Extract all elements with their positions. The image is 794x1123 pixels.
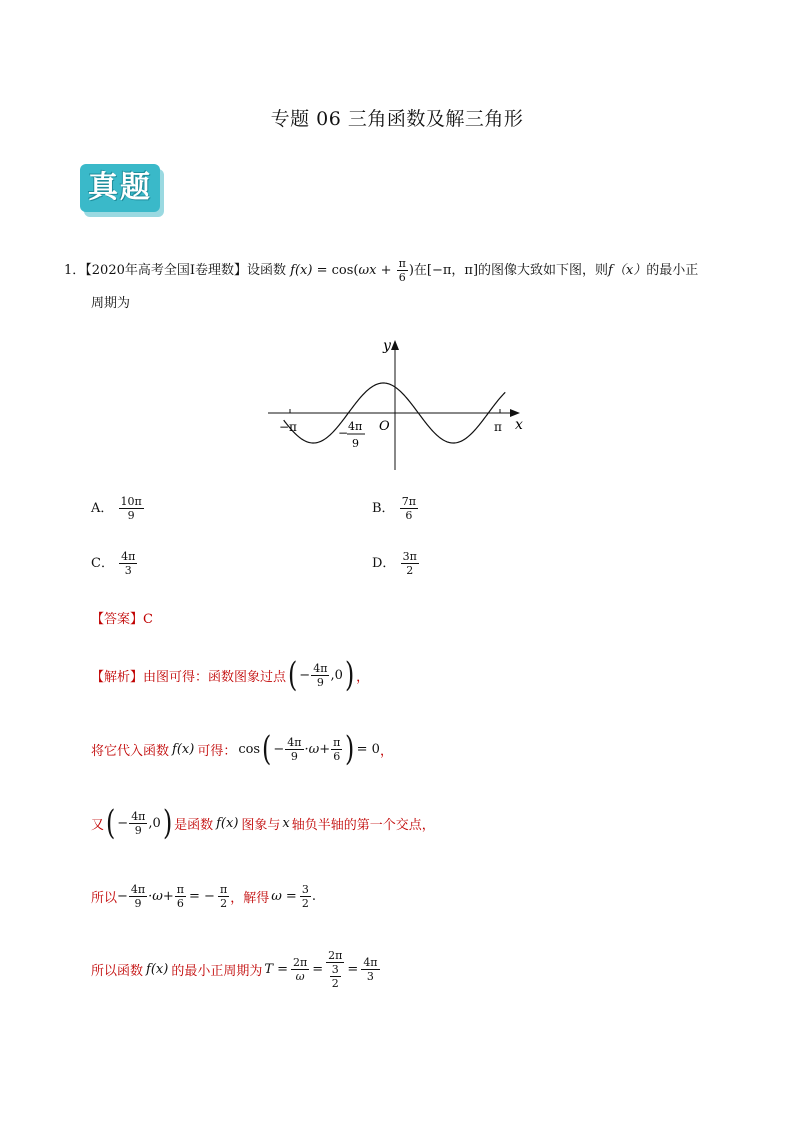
analysis-text: 又 — [91, 817, 105, 833]
frac-den: 6 — [405, 509, 413, 522]
function-fx-2: f（x） — [608, 263, 647, 278]
math-text: ,0 — [330, 667, 343, 683]
cos-expr: = cos( — [316, 263, 359, 278]
inner-fraction — [330, 964, 341, 989]
analysis-text: 由图可得：函数图象过点 — [143, 669, 287, 685]
math-minus: − — [117, 815, 129, 831]
function-fx: f(x) — [216, 815, 239, 831]
punctuation: ， — [379, 743, 393, 759]
math-fraction — [311, 663, 329, 688]
frac-num: 3π — [402, 550, 417, 563]
frac-num: 4π — [130, 883, 146, 896]
frac-den: 6 — [398, 271, 406, 284]
math-text: = 0 — [356, 741, 380, 757]
analysis-text: 将它代入函数 — [91, 743, 170, 759]
x-axis-arrow — [510, 409, 520, 417]
left-paren: ( — [106, 803, 116, 843]
math-equals: = — [312, 962, 324, 977]
frac-num: 7π — [401, 495, 416, 508]
right-paren: ) — [345, 729, 355, 769]
origin-label: O — [379, 419, 390, 434]
frac-num: π — [398, 257, 406, 270]
frac-den: 9 — [316, 675, 324, 689]
zhenti-badge — [80, 164, 166, 218]
analysis-text: 是函数 — [174, 817, 214, 833]
math-fraction — [129, 811, 147, 836]
frac-num: π — [219, 883, 228, 896]
option-letter: C． — [91, 556, 114, 571]
analysis-text: 图象与 — [241, 817, 281, 833]
option-letter: A． — [91, 501, 114, 516]
frac-den: 6 — [333, 749, 341, 763]
punctuation: ， — [356, 669, 370, 685]
frac-num: 10π — [120, 495, 142, 508]
frac-num: 4π — [131, 809, 146, 823]
frac-den: 2 — [406, 564, 414, 577]
math-text: = − — [189, 889, 215, 904]
math-text: ω = — [271, 889, 297, 904]
root-den: 9 — [352, 437, 359, 450]
frac-num: 4π — [313, 661, 328, 675]
root-minus: − — [338, 426, 349, 440]
math-fraction — [331, 737, 342, 762]
analysis-text: 所以函数 — [91, 964, 144, 979]
frac-num: 2π — [293, 956, 308, 969]
left-paren: ( — [262, 729, 272, 769]
frac-num: 4π — [287, 735, 302, 749]
function-fx: f(x) — [290, 263, 313, 278]
analysis-text: 所以 — [91, 891, 118, 906]
frac-den: 2 — [301, 897, 309, 910]
frac-den: 6 — [176, 897, 184, 910]
frac-num: π — [176, 883, 185, 896]
frac-num: 3 — [331, 963, 339, 976]
math-fraction — [129, 884, 147, 909]
stem-text-d: 周期为 — [91, 296, 131, 311]
frac-den: 9 — [127, 509, 135, 522]
cosine-graph — [262, 330, 532, 475]
option-b[interactable] — [372, 496, 419, 521]
frac-den: 9 — [290, 749, 298, 763]
option-a[interactable] — [91, 496, 145, 521]
root-num: 4π — [348, 420, 363, 433]
math-compound-fraction — [326, 950, 344, 989]
analysis-line-3 — [91, 803, 435, 843]
punctuation: . — [311, 889, 316, 904]
analysis-line-2 — [91, 729, 393, 769]
stem-text-c: 的最小正 — [646, 263, 699, 278]
frac-num: π — [333, 735, 341, 749]
analysis-text: 的最小正周期为 — [171, 964, 263, 979]
question-stem — [64, 258, 698, 283]
math-fraction — [175, 884, 186, 909]
option-value — [119, 496, 144, 521]
option-value — [400, 496, 418, 521]
function-fx: f(x) — [172, 741, 195, 757]
frac-num: 4π — [121, 550, 136, 563]
option-letter: D． — [372, 556, 396, 571]
math-text: ·ω+ — [148, 889, 174, 904]
y-axis-label: y — [383, 338, 391, 354]
option-value — [401, 551, 419, 576]
frac-num: 3 — [301, 883, 309, 896]
frac-den: 9 — [134, 823, 142, 837]
math-minus: − — [299, 667, 311, 683]
neg-pi-label: −π — [279, 420, 297, 434]
frac-num: 4π — [363, 956, 378, 969]
frac-den: ω — [295, 970, 305, 983]
math-text: ·ω+ — [304, 741, 331, 757]
math-minus: − — [117, 889, 128, 904]
analysis-line-4 — [91, 884, 316, 909]
stem-text-a: 设函数 — [247, 263, 287, 278]
frac-den — [326, 963, 344, 989]
frac-den: 3 — [124, 564, 132, 577]
option-d[interactable] — [372, 551, 420, 576]
right-paren: ) — [344, 655, 355, 695]
frac-den: 2 — [331, 977, 339, 990]
stem-text-b: 在[−π，π]的图像大致如下图，则 — [413, 263, 609, 278]
pi-label: π — [494, 420, 502, 434]
answer-value: C — [143, 612, 153, 627]
right-paren: ) — [162, 803, 173, 843]
math-text: ,0 — [148, 815, 161, 831]
frac-num: 2π — [328, 949, 343, 962]
frac-den: 9 — [134, 897, 142, 910]
analysis-text: ，解得 — [230, 891, 270, 906]
x-axis-label: x — [515, 417, 523, 433]
math-fraction — [218, 884, 229, 909]
y-axis-arrow — [391, 340, 399, 350]
question-source: 【2020年高考全国Ⅰ卷理数】 — [85, 263, 248, 278]
answer-label: 【答案】 — [91, 612, 144, 627]
math-minus: − — [273, 741, 285, 757]
option-letter: B． — [372, 501, 395, 516]
answer-line — [91, 608, 153, 627]
math-cos: cos — [238, 741, 261, 757]
math-text: T = — [264, 962, 289, 977]
analysis-text: 轴负半轴的第一个交点， — [291, 817, 435, 833]
math-fraction — [285, 737, 303, 762]
function-fx: f(x) — [146, 962, 169, 977]
frac-den: 3 — [366, 970, 374, 983]
analysis-line-5 — [91, 950, 381, 989]
math-x: x — [282, 815, 290, 831]
math-fraction — [361, 957, 379, 982]
frac-den: 2 — [220, 897, 228, 910]
question-number: 1． — [64, 263, 86, 278]
page-title: 专题 06 三角函数及解三角形 — [270, 108, 524, 130]
close-paren: ) — [408, 263, 414, 278]
math-fraction — [300, 884, 311, 909]
omega-x: ωx + — [358, 263, 392, 278]
option-c[interactable] — [91, 551, 138, 576]
pi-over-6 — [397, 258, 408, 283]
math-equals: = — [347, 962, 359, 977]
analysis-line-1 — [91, 655, 370, 695]
option-value — [119, 551, 137, 576]
left-paren: ( — [288, 655, 298, 695]
badge-text: 真题 — [88, 170, 152, 205]
analysis-text: 可得： — [197, 743, 237, 759]
analysis-label: 【解析】 — [91, 669, 144, 685]
math-fraction — [291, 957, 309, 982]
